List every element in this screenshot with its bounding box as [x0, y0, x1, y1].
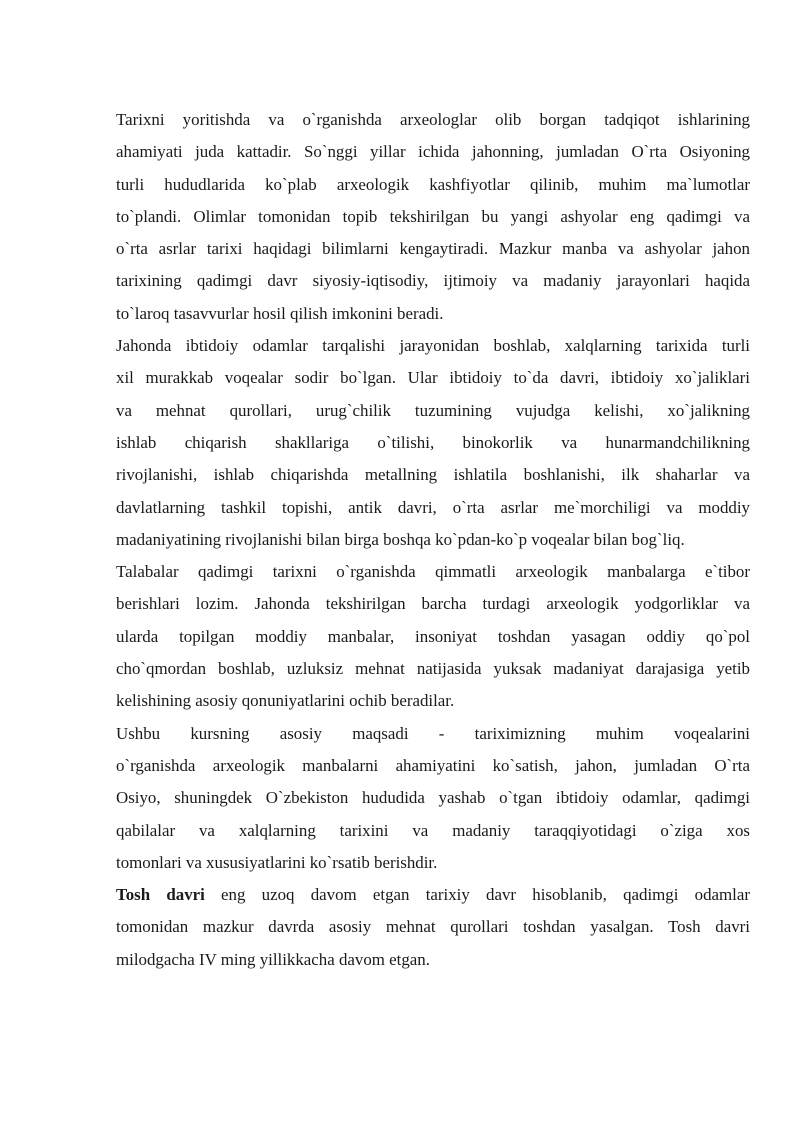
document-body [96, 104, 750, 976]
text-line: rivojlanishi, ishlab chiqarishda metallning ishlatila boshlanishi, ilk shaharlar va [116, 465, 750, 485]
text-segment: eng uzoq davom etgan tarixiy davr hisoblanib, qadimgi odamlar [204, 885, 750, 905]
bold-term: Tosh davri [116, 885, 205, 905]
text-line: Tarixni yoritishda va o`rganishda arxeologlar olib borgan tadqiqot ishlarining [116, 110, 750, 129]
text-line: davlatlarning tashkil topishi, antik davri, o`rta asrlar me`morchiligi va moddiy [116, 497, 750, 517]
text-line: tomonidan mazkur davrda asosiy mehnat qurollari toshdan yasalgan. Tosh davri [116, 917, 750, 937]
text-line: Osiyo, shuningdek O`zbekiston hududida yashab o`tgan ibtidoiy odamlar, qadimgi [116, 788, 750, 808]
text-line [96, 879, 750, 911]
text-line: tarixining qadimgi davr siyosiy-iqtisodiy, ijtimoiy va madaniy jarayonlari haqida [116, 271, 750, 291]
paragraph-3 [96, 556, 750, 717]
text-line: Ushbu kursning asosiy maqsadi - tariximizning muhim voqealarini [116, 723, 750, 743]
text-line: xil murakkab voqealar sodir bo`lgan. Ular ibtidoiy to`da davri, ibtidoiy xo`jaliklari [116, 368, 750, 388]
text-line: to`plandi. Olimlar tomonidan topib tekshirilgan bu yangi ashyolar eng qadimgi va [116, 206, 750, 226]
paragraph-4 [96, 718, 750, 879]
text-line: o`rganishda arxeologik manbalarni ahamiyatini ko`satish, jahon, jumladan O`rta [116, 755, 750, 775]
text-line: o`rta asrlar tarixi haqidagi bilimlarni kengaytiradi. Mazkur manba va ashyolar jahon [116, 239, 750, 259]
text-line: ishlab chiqarish shakllariga o`tilishi, binokorlik va hunarmandchilikning [116, 432, 750, 452]
paragraph-1 [96, 104, 750, 330]
text-line: va mehnat qurollari, urug`chilik tuzumining vujudga kelishi, xo`jalikning [116, 400, 750, 420]
text-line: kelishining asosiy qonuniyatlarini ochib beradilar. [116, 691, 455, 711]
text-line: milodgacha IV ming yillikkacha davom etgan. [116, 949, 430, 969]
text-line: tomonlari va xususiyatlarini ko`rsatib berishdir. [116, 852, 438, 872]
text-line: madaniyatining rivojlanishi bilan birga boshqa ko`pdan-ko`p voqealar bilan bog`liq. [116, 529, 685, 549]
paragraph-5 [96, 879, 750, 976]
text-line: to`laroq tasavvurlar hosil qilish imkonini beradi. [116, 303, 444, 323]
text-line: qabilalar va xalqlarning tarixini va madaniy taraqqiyotidagi o`ziga xos [116, 820, 750, 840]
text-line: ularda topilgan moddiy manbalar, insoniyat toshdan yasagan oddiy qo`pol [116, 626, 750, 646]
text-line: Talabalar qadimgi tarixni o`rganishda qimmatli arxeologik manbalarga e`tibor [116, 562, 750, 582]
text-line: turli hududlarida ko`plab arxeologik kashfiyotlar qilinib, muhim ma`lumotlar [116, 174, 750, 194]
text-line: berishlari lozim. Jahonda tekshirilgan barcha turdagi arxeologik yodgorliklar va [116, 594, 750, 614]
paragraph-2 [96, 330, 750, 556]
text-line: ahamiyati juda kattadir. So`nggi yillar ichida jahonning, jumladan O`rta Osiyoning [116, 142, 750, 162]
text-line: cho`qmordan boshlab, uzluksiz mehnat natijasida yuksak madaniyat darajasiga yetib [116, 659, 750, 679]
text-line: Jahonda ibtidoiy odamlar tarqalishi jarayonidan boshlab, xalqlarning tarixida turli [116, 336, 750, 356]
